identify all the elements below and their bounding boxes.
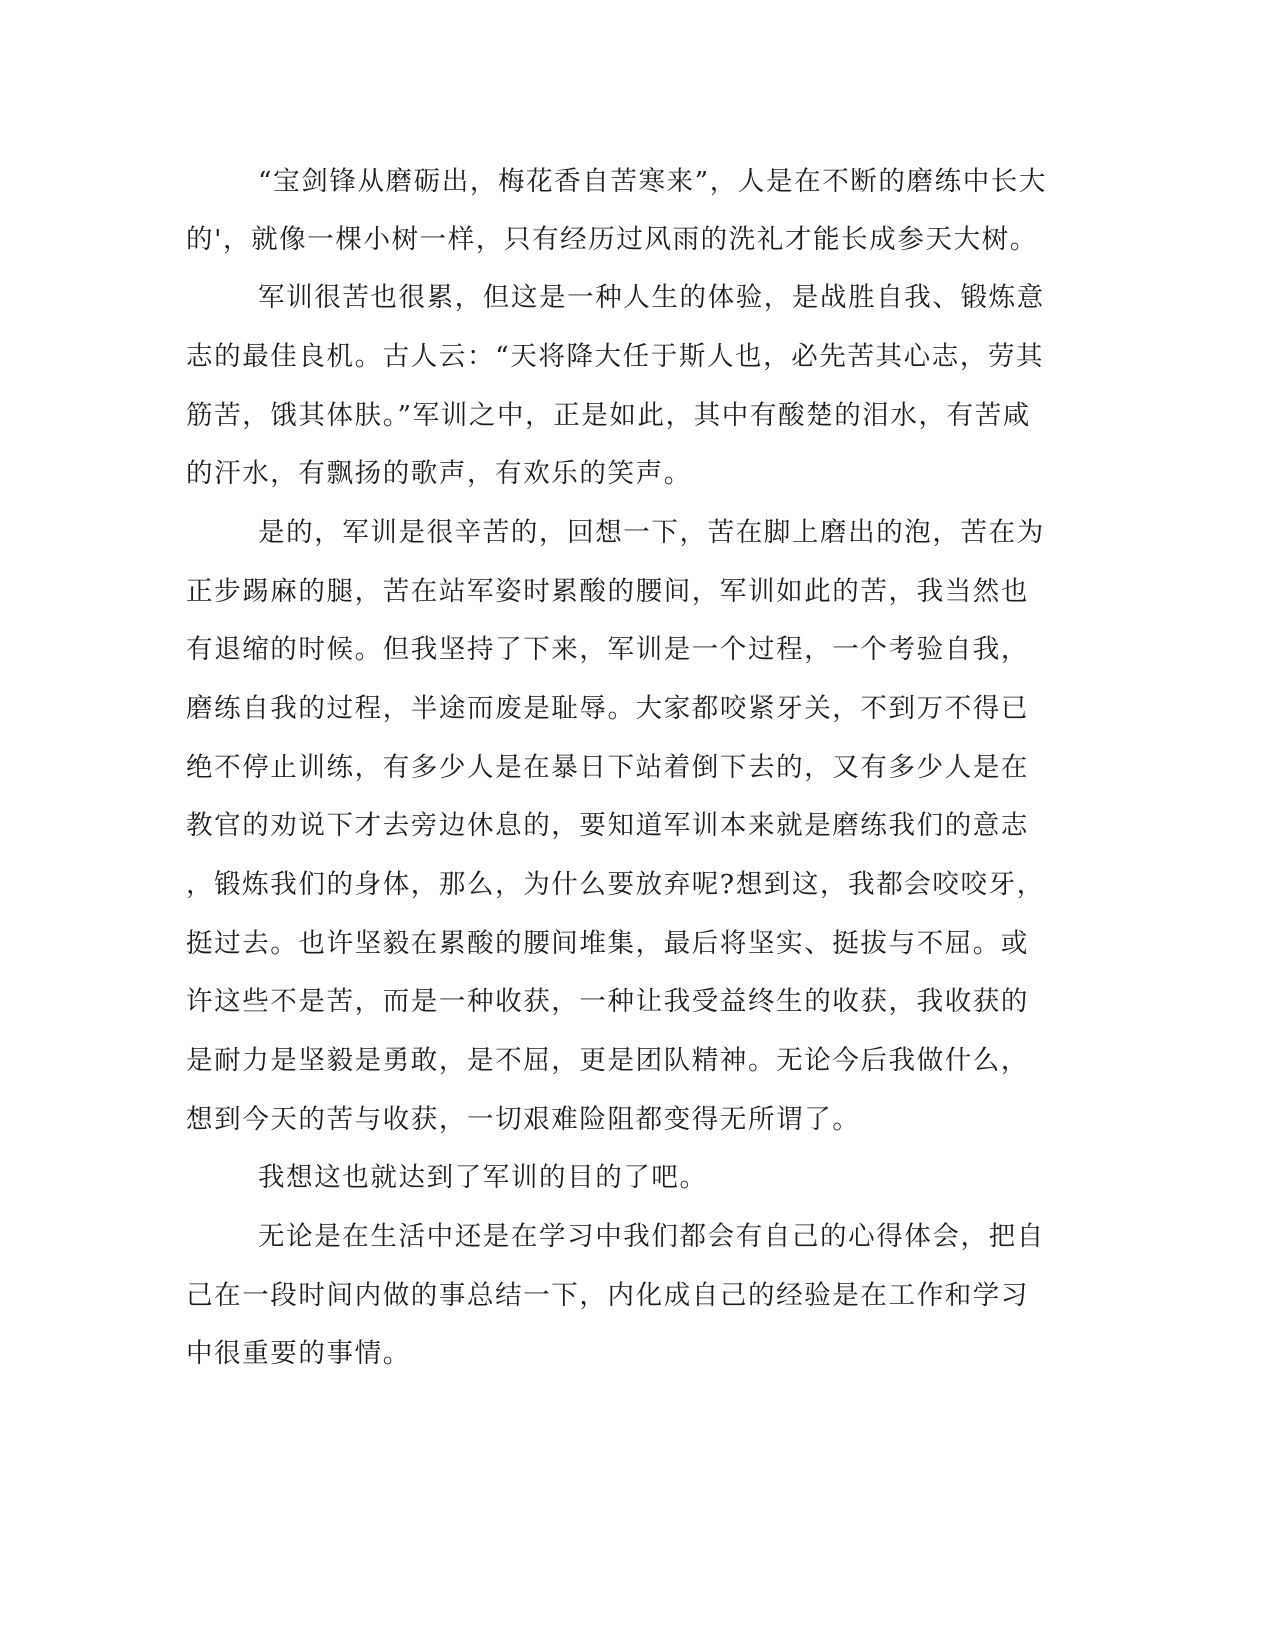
paragraph-3-line-2: 正步踢麻的腿，苦在站军姿时累酸的腰间，军训如此的苦，我当然也	[186, 576, 1029, 607]
paragraph-3-line-10: 是耐力是坚毅是勇敢，是不屈，更是团队精神。无论今后我做什么，	[186, 1045, 1029, 1076]
paragraph-3-line-6: 教官的劝说下才去旁边休息的，要知道军训本来就是磨练我们的意志	[186, 810, 1029, 841]
paragraph-2-line-4: 的汗水，有飘扬的歌声，有欢乐的笑声。	[186, 458, 692, 489]
paragraph-2-line-2: 志的最佳良机。古人云：“天将降大任于斯人也，必先苦其心志，劳其	[186, 341, 1045, 372]
paragraph-3-line-7: ，锻炼我们的身体，那么，为什么要放弃呢?想到这，我都会咬咬牙，	[186, 869, 1045, 900]
paragraph-3-line-4: 磨练自我的过程，半途而废是耻辱。大家都咬紧牙关，不到万不得已	[186, 693, 1029, 724]
paragraph-4-line-1: 我想这也就达到了军训的目的了吧。	[258, 1162, 708, 1193]
paragraph-2-line-1: 军训很苦也很累，但这是一种人生的体验，是战胜自我、锻炼意	[258, 282, 1045, 313]
paragraph-1-line-2: 的'，就像一棵小树一样，只有经历过风雨的洗礼才能长成参天大树。	[186, 224, 1038, 255]
paragraph-5-line-2: 己在一段时间内做的事总结一下，内化成自己的经验是在工作和学习	[186, 1280, 1029, 1311]
paragraph-3-line-1: 是的，军训是很辛苦的，回想一下，苦在脚上磨出的泡，苦在为	[258, 517, 1045, 548]
paragraph-2-line-3: 筋苦，饿其体肤。”军训之中，正是如此，其中有酸楚的泪水，有苦咸	[186, 400, 1031, 431]
paragraph-3-line-5: 绝不停止训练，有多少人是在暴日下站着倒下去的，又有多少人是在	[186, 752, 1029, 783]
paragraph-5-line-1: 无论是在生活中还是在学习中我们都会有自己的心得体会，把自	[258, 1221, 1045, 1252]
paragraph-3-line-3: 有退缩的时候。但我坚持了下来，军训是一个过程，一个考验自我，	[186, 634, 1029, 665]
paragraph-3-line-8: 挺过去。也许坚毅在累酸的腰间堆集，最后将坚实、挺拔与不屈。或	[186, 928, 1029, 959]
paragraph-3-line-11: 想到今天的苦与收获，一切艰难险阻都变得无所谓了。	[186, 1104, 861, 1135]
paragraph-5-line-3: 中很重要的事情。	[186, 1338, 411, 1369]
paragraph-3-line-9: 许这些不是苦，而是一种收获，一种让我受益终生的收获，我收获的	[186, 986, 1029, 1017]
paragraph-1-line-1: “宝剑锋从磨砺出，梅花香自苦寒来”，人是在不断的磨练中长大	[258, 166, 1047, 197]
